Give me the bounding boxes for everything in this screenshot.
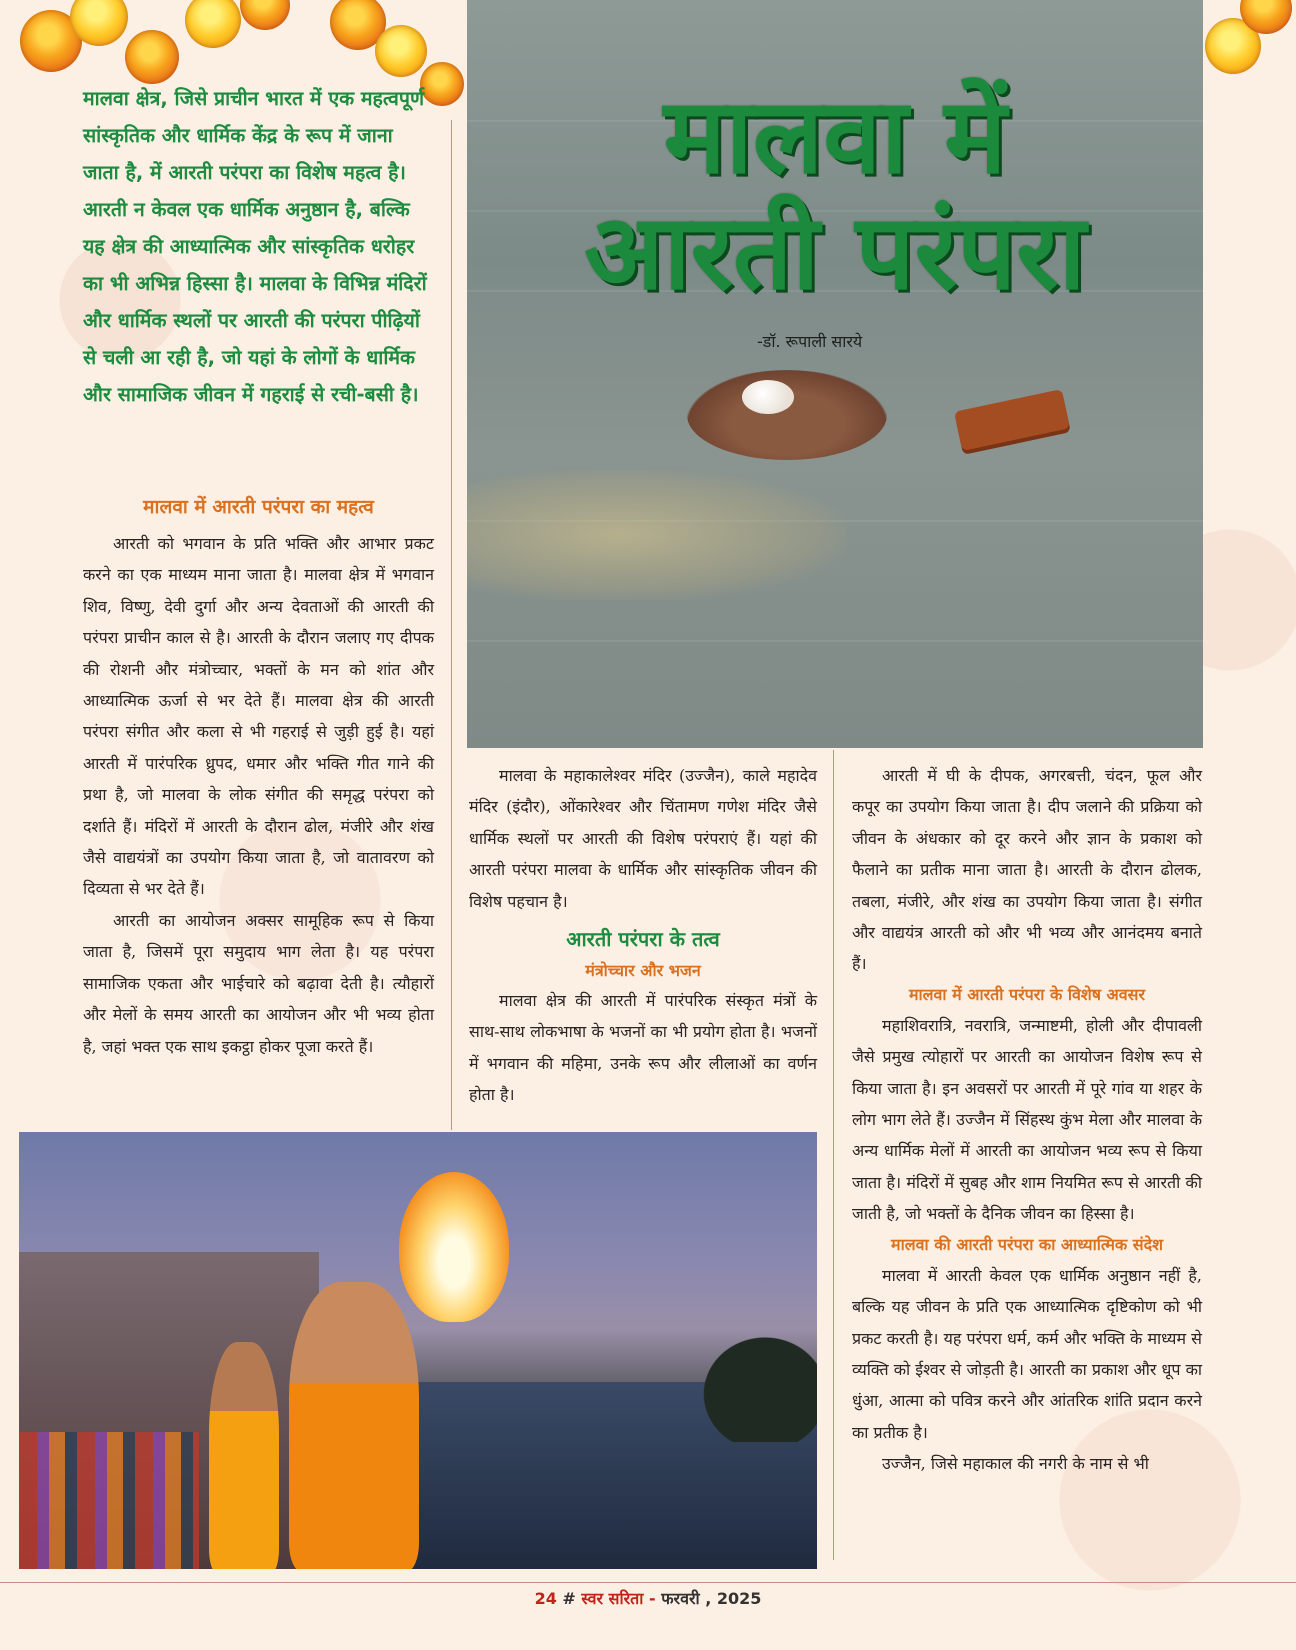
body-paragraph: महाशिवरात्रि, नवरात्रि, जन्माष्टमी, होली और दीपावली जैसे प्रमुख त्योहारों पर आरती का आयोजन विशेष रूप से किया जाता है। इन अवसरों पर आरती में पूरे गांव या शहर के लोग भाग लेते हैं। उज्जैन में सिंहस्थ कुंभ मेला और मालवा के अन्य धार्मिक मेलों में आरती का आयोजन भव्य रूप से किया जाता है। मंदिरों में सुबह और शाम नियमित रूप से आरती की जाती है, जो भक्तों के दैनिक जीवन का हिस्सा है।	[852, 1015, 1202, 1224]
title-line-1: मालवा में	[663, 75, 1007, 197]
title-line-2: आरती परंपरा	[584, 191, 1086, 313]
marigold-flower-decoration	[125, 30, 179, 84]
aarti-flame	[399, 1172, 509, 1322]
body-paragraph: मालवा क्षेत्र की आरती में पारंपरिक संस्कृत मंत्रों के साथ-साथ लोकभाषा के भजनों का भी प्रयोग होता है। भजनों में भगवान की महिमा, उनके रूप और लीलाओं का वर्णन होता है।	[469, 991, 817, 1105]
aarti-lamp	[954, 389, 1070, 451]
body-paragraph: मालवा में आरती केवल एक धार्मिक अनुष्ठान नहीं है, बल्कि यह जीवन के प्रति एक आध्यात्मिक दृष्टिकोण को भी प्रकट करती है। यह परंपरा धर्म, कर्म और भक्ति के माध्यम से व्यक्ति को ईश्वर से जोड़ती है। आरती का प्रकाश और धूप का धुंआ, आत्मा को पवित्र करने और आंतरिक शांति प्रदान करने का प्रतीक है।	[852, 1265, 1202, 1442]
body-paragraph: आरती में घी के दीपक, अगरबत्ती, चंदन, फूल और कपूर का उपयोग किया जाता है। दीप जलाने की प्रक्रिया को जीवन के अंधकार को दूर करने और ज्ञान के प्रकाश को फैलाने का प्रतीक माना जाता है। आरती के दौरान ढोलक, तबला, मंजीरे, और शंख का उपयोग किया जाता है। संगीत और वाद्ययंत्र आरती को और भी भव्य और आनंदमय बनाते हैं।	[852, 766, 1202, 974]
page-number: 24	[534, 1589, 557, 1608]
aarti-ceremony-photo	[19, 1132, 817, 1569]
body-paragraph: आरती को भगवान के प्रति भक्ति और आभार प्रकट करने का एक माध्यम माना जाता है। मालवा क्षेत्र में भगवान शिव, विष्णु, देवी दुर्गा और अन्य देवताओं की आरती की परंपरा प्राचीन काल से है। आरती के दौरान जलाए गए दीपक की रोशनी और मंत्रोच्चार, भक्तों के मन को शांत और आध्यात्मिक ऊर्जा से भर देते हैं। मालवा क्षेत्र की आरती परंपरा संगीत और कला से भी गहराई से जुड़ी हुई है। यहां आरती में पारंपरिक ध्रुपद, धमार और भक्ति गीत गाने की प्रथा है, जो मालवा के लोक संगीत की समृद्ध परंपरा को दर्शाते हैं। मंदिरों में आरती के दौरान ढोल, मंजीरे और शंख जैसे वाद्ययंत्रों का उपयोग किया जाता है, जो वातावरण को दिव्यता से भर देते हैं।	[83, 534, 434, 899]
section-heading: मालवा की आरती परंपरा का आध्यात्मिक संदेश	[891, 1234, 1163, 1254]
sub-heading: मंत्रोच्चार और भजन	[585, 961, 701, 981]
body-paragraph: आरती का आयोजन अक्सर सामूहिक रूप से किया जाता है, जिसमें पूरा समुदाय भाग लेता है। यह परंपरा सामाजिक एकता और भाईचारे को बढ़ावा देती है। त्यौहारों और मेलों के समय आरती का आयोजन और भी भव्य होता है, जहां भक्त एक साथ इकट्ठा होकर पूजा करते हैं।	[83, 910, 434, 1056]
page-footer	[0, 1587, 1296, 1609]
issue-date: फरवरी , 2025	[661, 1589, 762, 1608]
hero-photo-river-conch	[467, 0, 1203, 748]
footer-separator: #	[562, 1589, 576, 1608]
column-3	[852, 760, 1202, 1480]
marigold-flower-decoration	[375, 25, 427, 77]
author-byline: -डॉ. रूपाली सारये	[757, 332, 863, 351]
column-divider	[833, 750, 834, 1560]
priest-figure	[209, 1342, 279, 1569]
body-paragraph: मालवा के महाकालेश्वर मंदिर (उज्जैन), काले महादेव मंदिर (इंदौर), ओंकारेश्वर और चिंतामण गणेश मंदिर जैसे धार्मिक स्थलों पर आरती की विशेष परंपराएं हैं। यहां की आरती परंपरा मालवा के धार्मिक और सांस्कृतिक जीवन की विशेष पहचान है।	[469, 766, 817, 911]
intro-paragraph: मालवा क्षेत्र, जिसे प्राचीन भारत में एक महत्वपूर्ण सांस्कृतिक और धार्मिक केंद्र के रूप में जाना जाता है, में आरती परंपरा का विशेष महत्व है। आरती न केवल एक धार्मिक अनुष्ठान है, बल्कि यह क्षेत्र की आध्यात्मिक और सांस्कृतिक धरोहर का भी अभिन्न हिस्सा है। मालवा के विभिन्न मंदिरों और धार्मिक स्थलों पर आरती की परंपरा पीढ़ियों से चली आ रही है, जो यहां के लोगों के धार्मिक और सामाजिक जीवन में गहराई से रची-बसी है।	[83, 87, 427, 406]
body-paragraph: उज्जैन, जिसे महाकाल की नगरी के नाम से भी	[882, 1454, 1149, 1474]
priest-figure	[289, 1282, 419, 1569]
page-title	[467, 75, 1203, 313]
person-in-river	[687, 370, 887, 460]
conch-shell	[742, 380, 794, 414]
section-heading: आरती परंपरा के तत्व	[566, 927, 720, 952]
column-divider	[451, 120, 452, 1130]
section-heading: मालवा में आरती परंपरा का महत्व	[143, 496, 374, 518]
column-2	[469, 760, 817, 1111]
footer-divider	[0, 1582, 1296, 1583]
section-heading: मालवा में आरती परंपरा के विशेष अवसर	[908, 984, 1146, 1004]
column-1	[83, 490, 434, 1062]
magazine-name: स्वर सरिता -	[581, 1589, 656, 1608]
